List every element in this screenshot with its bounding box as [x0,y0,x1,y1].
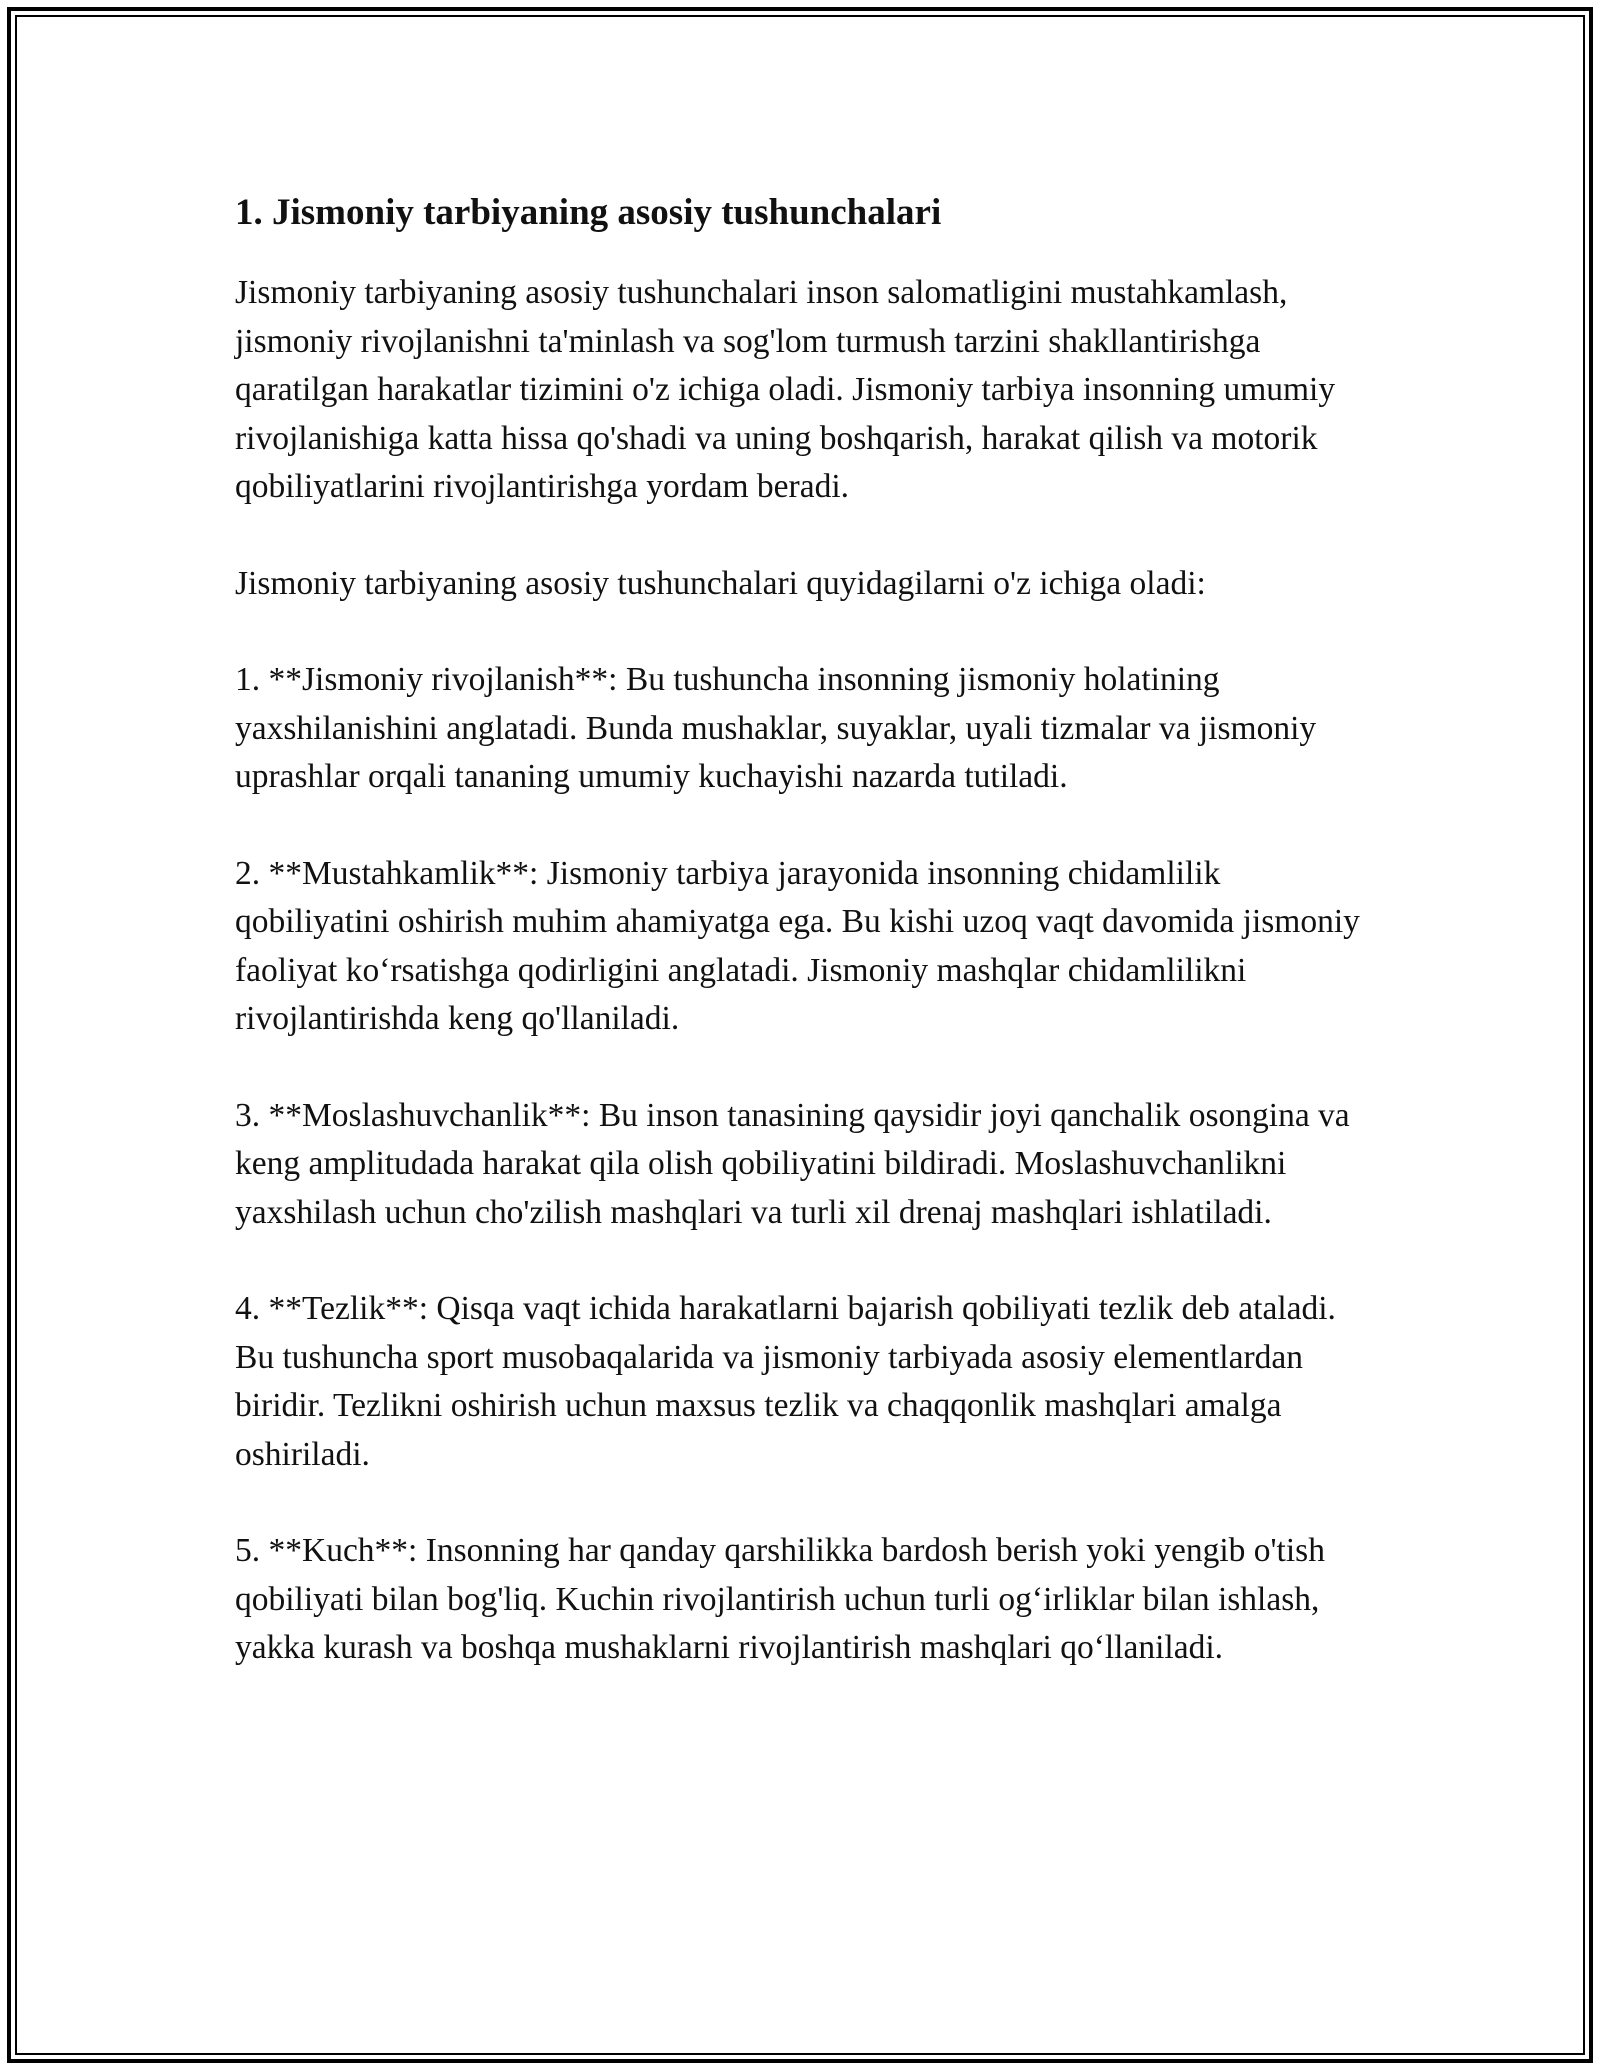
document-body [235,185,1370,1721]
list-item-moslashuvchanlik: 3. **Moslashuvchanlik**: Bu inson tanasining qaysidir joyi qanchalik osongina va keng amplitudada harakat qila olish qobiliyatini bildiradi. Moslashuvchanlikni yaxshilash uchun cho'zilish mashqlari va turli xil drenaj mashqlari ishlatiladi. [235,1096,1350,1231]
list-item-mustahkamlik: 2. **Mustahkamlik**: Jismoniy tarbiya jarayonida insonning chidamlilik qobiliyatini oshirish muhim ahamiyatga ega. Bu kishi uzoq vaqt davomida jismoniy faoliyat ko‘rsatishga qodirligini anglatadi. Jismoniy mashqlar chidamlilikni rivojlantirishda keng qo'llaniladi. [235,854,1360,1037]
list-item-jismoniy-rivojlanish: 1. **Jismoniy rivojlanish**: Bu tushuncha insonning jismoniy holatining yaxshilanishini anglatadi. Bunda mushaklar, suyaklar, uyali tizmalar va jismoniy uprashlar orqali tananing umumiy kuchayishi nazarda tutiladi. [235,661,1317,795]
list-item-kuch: 5. **Kuch**: Insonning har qanday qarshilikka bardosh berish yoki yengib o'tish qobiliyati bilan bog'liq. Kuchin rivojlantirish uchun turli og‘irliklar bilan ishlash, yakka kurash va boshqa mushaklarni rivojlantirish mashqlari qo‘llaniladi. [235,1532,1325,1666]
list-item-tezlik: 4. **Tezlik**: Qisqa vaqt ichida harakatlarni bajarish qobiliyati tezlik deb ataladi. Bu tushuncha sport musobaqalarida va jismoniy tarbiyada asosiy elementlardan biridir. Tezlikni oshirish uchun maxsus tezlik va chaqqonlik mashqlari amalga oshiriladi. [235,1290,1336,1473]
list-intro-paragraph: Jismoniy tarbiyaning asosiy tushunchalari quyidagilarni o'z ichiga oladi: [235,564,1206,602]
section-heading: 1. Jismoniy tarbiyaning asosiy tushunchalari [235,192,942,233]
intro-paragraph: Jismoniy tarbiyaning asosiy tushunchalari inson salomatligini mustahkamlash, jismoniy rivojlanishni ta'minlash va sog'lom turmush tarzini shakllantirishga qaratilgan harakatlar tizimini o'z ichiga oladi. Jismoniy tarbiya insonning umumiy rivojlanishiga katta hissa qo'shadi va uning boshqarish, harakat qilish va motorik qobiliyatlarini rivojlantirishga yordam beradi. [235,274,1336,505]
